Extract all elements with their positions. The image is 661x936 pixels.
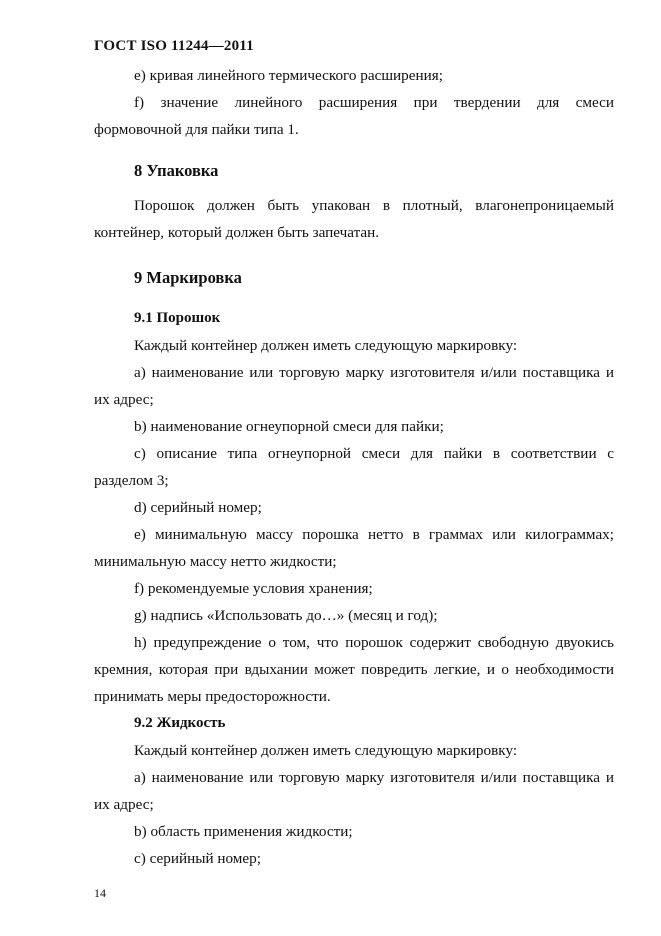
marking-item-powder-h: h) предупреждение о том, что порошок содержит свободную двуокись кремния, которая при вдыхании может повредить легкие, и о необходимости принимать меры предосторожности. — [94, 634, 614, 705]
subsection-9-2-heading: 9.2 Жидкость — [134, 715, 226, 731]
subsection-9-2-intro: Каждый контейнер должен иметь следующую маркировку: — [134, 742, 518, 759]
subsection-9-1-intro: Каждый контейнер должен иметь следующую маркировку: — [134, 337, 518, 354]
marking-item-powder-f: f) рекомендуемые условия хранения; — [134, 580, 373, 597]
section-8-text: Порошок должен быть упакован в плотный, влагонепроницаемый контейнер, который должен быть запечатан. — [94, 197, 614, 241]
marking-item-liquid-c: c) серийный номер; — [134, 850, 261, 867]
marking-item-liquid-b: b) область применения жидкости; — [134, 823, 353, 840]
marking-item-powder-b: b) наименование огнеупорной смеси для пайки; — [134, 418, 444, 435]
section-8-heading: 8 Упаковка — [134, 161, 219, 180]
marking-item-powder-d: d) серийный номер; — [134, 499, 262, 516]
item-f-linear-expansion: f) значение линейного расширения при твердении для смеси формовочной для пайки типа 1. — [94, 94, 614, 138]
marking-item-powder-e: e) минимальную массу порошка нетто в граммах или килограммах; минимальную массу нетто жидкости; — [94, 526, 614, 570]
marking-item-liquid-a: a) наименование или торговую марку изготовителя и/или поставщика и их адрес; — [94, 769, 614, 813]
page-number: 14 — [94, 886, 106, 900]
page-content — [94, 62, 614, 872]
marking-item-powder-a: a) наименование или торговую марку изготовителя и/или поставщика и их адрес; — [94, 364, 614, 408]
marking-item-powder-g: g) надпись «Использовать до…» (месяц и год); — [134, 607, 438, 624]
marking-item-powder-c: c) описание типа огнеупорной смеси для пайки в соответствии с разделом 3; — [94, 445, 614, 489]
document-header: ГОСТ ISO 11244—2011 — [94, 38, 254, 54]
subsection-9-1-heading: 9.1 Порошок — [134, 310, 221, 326]
item-e-thermal-expansion: e) кривая линейного термического расширения; — [134, 67, 443, 84]
section-9-heading: 9 Маркировка — [134, 268, 242, 287]
